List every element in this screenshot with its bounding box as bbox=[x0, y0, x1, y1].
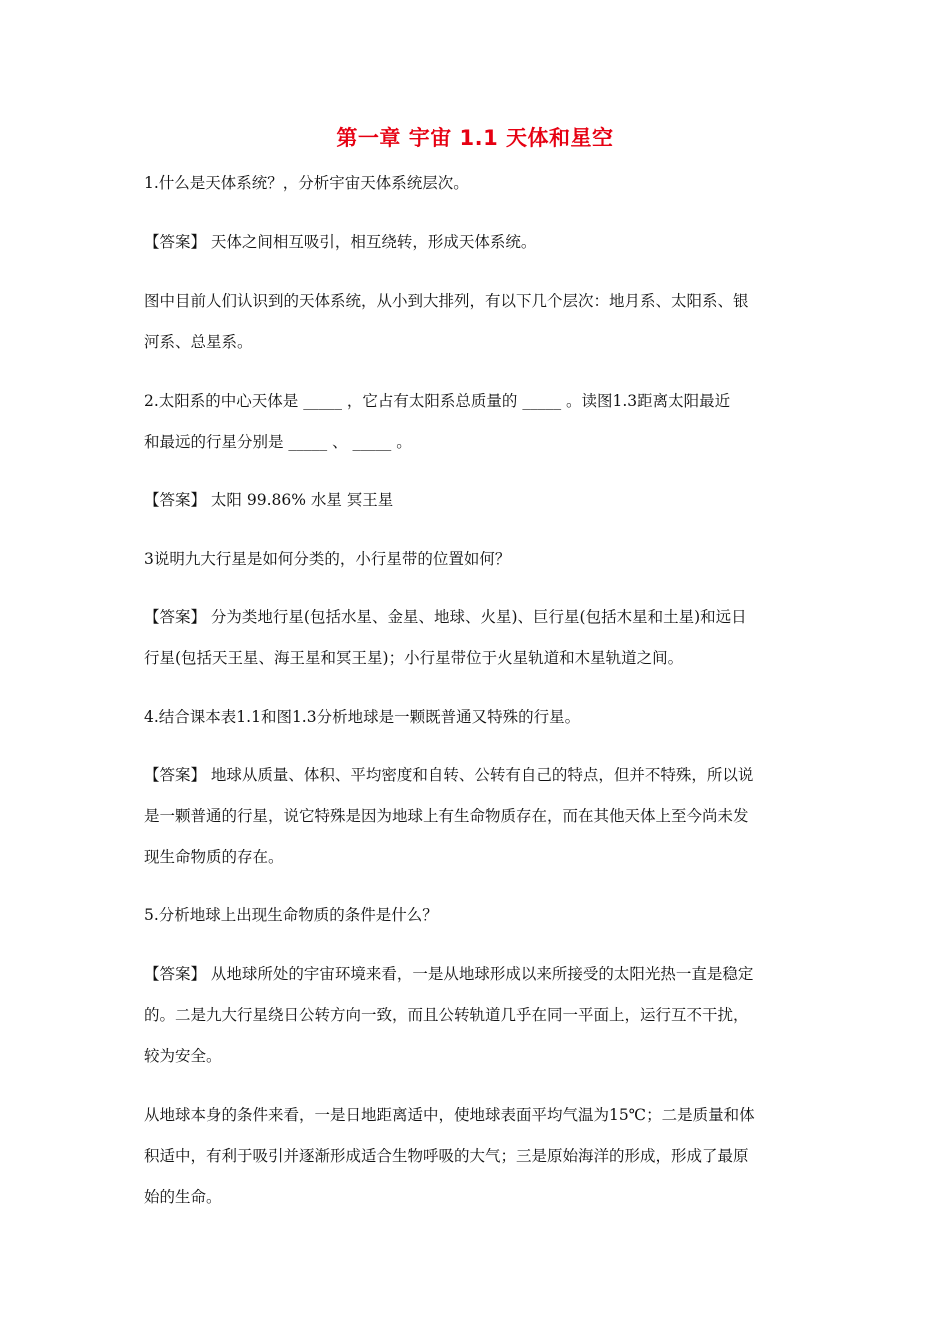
answer-4-line-2: 是一颗普通的行星，说它特殊是因为地球上有生命物质存在，而在其他天体上至今尚未发 bbox=[144, 807, 749, 825]
question-1: 1.什么是天体系统？，分析宇宙天体系统层次。 bbox=[144, 174, 469, 192]
answer-5-line-3: 较为安全。 bbox=[144, 1047, 222, 1065]
question-4: 4.结合课本表1.1和图1.3分析地球是一颗既普通又特殊的行星。 bbox=[144, 708, 581, 726]
answer-5-line-1: 【答案】 从地球所处的宇宙环境来看，一是从地球形成以来所接受的太阳光热一直是稳定 bbox=[144, 965, 754, 983]
answer-5-line-2: 的。二是九大行星绕日公转方向一致，而且公转轨道几乎在同一平面上，运行互不干扰， bbox=[144, 1006, 749, 1024]
answer-5-para-2-line-1: 从地球本身的条件来看，一是日地距离适中，使地球表面平均气温为15℃；二是质量和体 bbox=[144, 1106, 755, 1124]
answer-5-para-2-line-2: 积适中，有利于吸引并逐渐形成适合生物呼吸的大气；三是原始海洋的形成，形成了最原 bbox=[144, 1147, 749, 1165]
answer-4-line-3: 现生命物质的存在。 bbox=[144, 848, 284, 866]
page-title: 第一章 宇宙 1.1 天体和星空 bbox=[336, 126, 614, 150]
question-5: 5.分析地球上出现生命物质的条件是什么？ bbox=[144, 906, 438, 924]
answer-3-line-1: 【答案】 分为类地行星(包括水星、金星、地球、火星)、巨行星(包括木星和土星)和远日 bbox=[144, 608, 747, 626]
question-2-line-1: 2.太阳系的中心天体是 _____ ，它占有太阳系总质量的 _____ 。读图1.3距离太阳最近 bbox=[144, 392, 731, 410]
answer-3-line-2: 行星(包括天王星、海王星和冥王星)；小行星带位于火星轨道和木星轨道之间。 bbox=[144, 649, 684, 667]
answer-4-line-1: 【答案】 地球从质量、体积、平均密度和自转、公转有自己的特点，但并不特殊，所以说 bbox=[144, 766, 754, 784]
answer-2: 【答案】 太阳 99.86% 水星 冥王星 bbox=[144, 491, 394, 509]
question-2-line-2: 和最远的行星分别是 _____ 、 _____ 。 bbox=[144, 433, 412, 451]
answer-5-para-2-line-3: 始的生命。 bbox=[144, 1188, 222, 1206]
answer-1: 【答案】 天体之间相互吸引，相互绕转，形成天体系统。 bbox=[144, 233, 537, 251]
question-3: 3说明九大行星是如何分类的，小行星带的位置如何？ bbox=[144, 550, 511, 568]
answer-1-text-line-1: 图中目前人们认识到的天体系统，从小到大排列，有以下几个层次：地月系、太阳系、银 bbox=[144, 292, 749, 310]
answer-1-text-line-2: 河系、总星系。 bbox=[144, 333, 253, 351]
